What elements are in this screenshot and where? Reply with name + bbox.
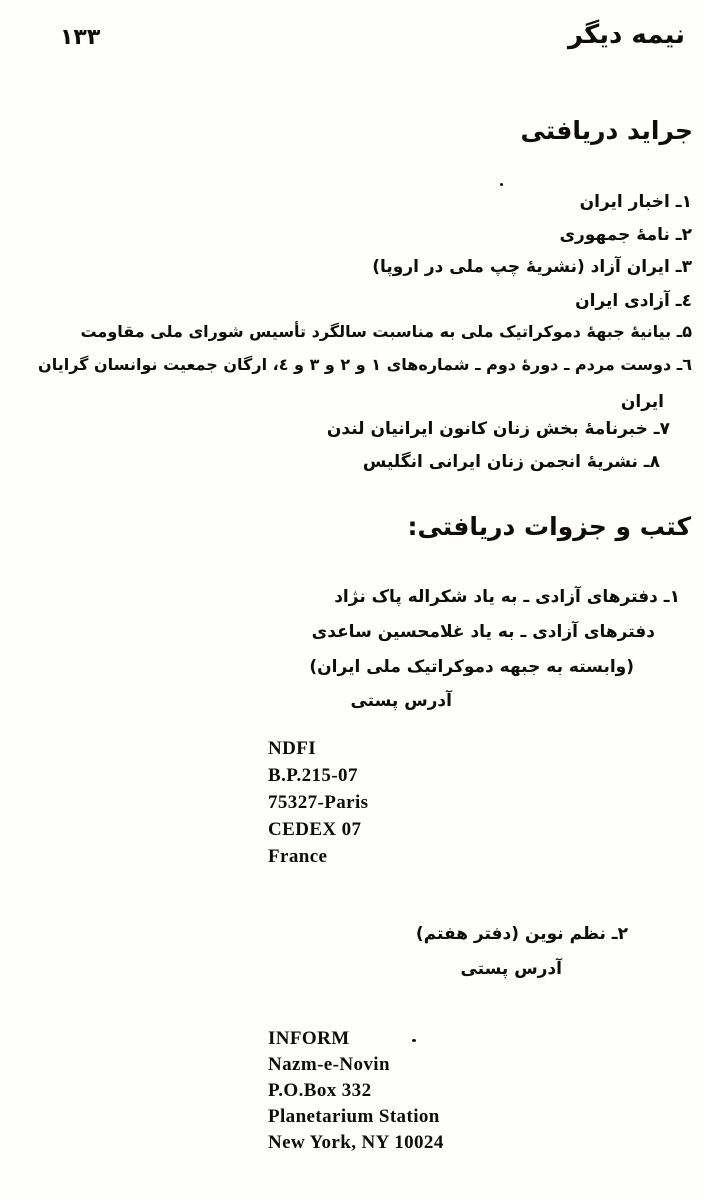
periodicals-heading: جراید دریافتی (520, 116, 693, 145)
address-inform-line-2: Nazm-e-Novin (268, 1054, 390, 1075)
periodical-item-8: ۸ـ نشریهٔ انجمن زنان ایرانی انگلیس (362, 452, 660, 472)
address-inform-line-1: INFORM (268, 1028, 350, 1049)
book-entry-1-affiliation: (وابسته به جبهه دموکراتیک ملی ایران) (309, 657, 634, 677)
periodical-item-1: ۱ـ اخبار ایران (579, 192, 692, 212)
book-entry-2-postal-address-label: آدرس پستی (460, 959, 562, 979)
periodical-item-6-line-1: ٦ـ دوست مردم ـ دورهٔ دوم ـ شماره‌های ۱ و ۲ و ۳ و ٤، ارگان جمعیت نوانسان گرایان (38, 355, 692, 374)
periodical-item-2: ۲ـ نامهٔ جمهوری (559, 225, 692, 245)
address-ndfi-line-4: CEDEX 07 (268, 819, 362, 840)
address-inform (268, 1026, 444, 1156)
periodical-item-4: ٤ـ آزادی ایران (575, 291, 692, 311)
periodical-item-5: ۵ـ بیانیهٔ جبههٔ دموکراتیک ملی به مناسبت سالگرد تأسیس شورای ملی مقاومت (80, 322, 692, 341)
periodical-item-3: ۳ـ ایران آزاد (نشریهٔ چپ ملی در اروپا) (372, 257, 692, 277)
address-ndfi (268, 735, 368, 870)
book-entry-2-title: ۲ـ نظم نوین (دفتر هفتم) (415, 924, 628, 944)
address-inform-line-5: New York, NY 10024 (268, 1132, 444, 1153)
periodical-item-6-line-2: ایران (620, 392, 664, 412)
address-inform-line-3: P.O.Box 332 (268, 1080, 372, 1101)
book-entry-1-subtitle: دفترهای آزادی ـ به یاد غلامحسین ساعدی (311, 622, 655, 642)
address-ndfi-line-1: NDFI (268, 738, 317, 759)
book-entry-1-postal-address-label: آدرس پستی (350, 691, 452, 711)
ink-speck (412, 1039, 416, 1042)
books-heading: کتب و جزوات دریافتی: (407, 512, 691, 541)
address-ndfi-line-5: France (268, 846, 328, 867)
book-entry-1-title: ۱ـ دفترهای آزادی ـ به یاد شکراله پاک نژاد (334, 587, 680, 607)
periodical-item-7: ۷ـ خبرنامهٔ بخش زنان کانون ایرانیان لندن (326, 419, 670, 439)
address-ndfi-line-2: B.P.215-07 (268, 765, 358, 786)
journal-title: نیمه دیگر (567, 20, 685, 50)
ink-speck (500, 183, 503, 186)
address-inform-line-4: Planetarium Station (268, 1106, 440, 1127)
page-number: ۱۳۳ (60, 25, 101, 50)
address-ndfi-line-3: 75327-Paris (268, 792, 369, 813)
